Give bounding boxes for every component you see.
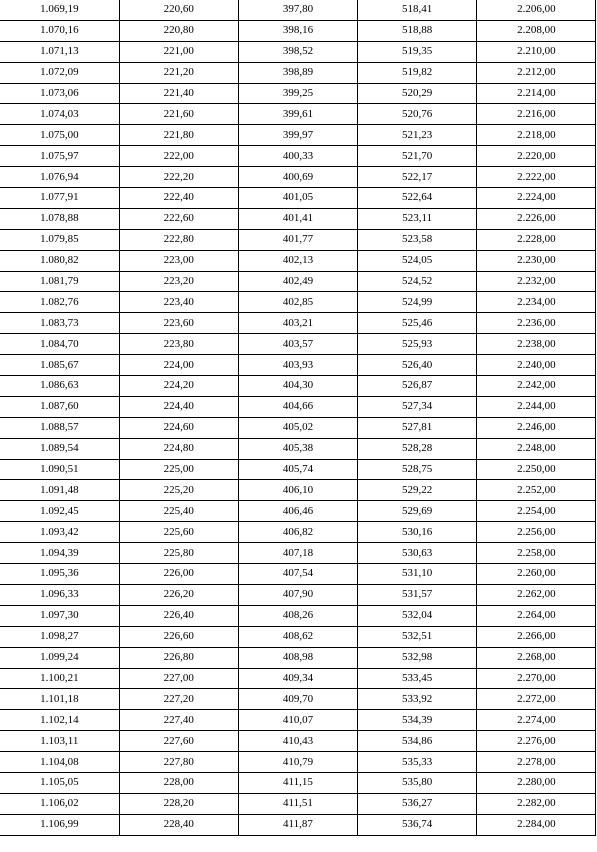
table-cell-col-4: 524,05: [358, 250, 477, 271]
table-cell-col-3: 410,07: [238, 710, 357, 731]
table-cell-col-4: 532,98: [358, 647, 477, 668]
table-row: [0, 605, 596, 626]
table-cell-col-4: 530,16: [358, 522, 477, 543]
table-cell-col-3: 399,97: [238, 125, 357, 146]
table-row: [0, 104, 596, 125]
table-cell-col-2: 221,40: [119, 83, 238, 104]
table-cell-col-2: 226,60: [119, 626, 238, 647]
table-cell-col-4: 521,70: [358, 146, 477, 167]
table-row: [0, 584, 596, 605]
table-cell-col-2: 224,40: [119, 396, 238, 417]
table-cell-col-1: 1.093,42: [0, 522, 119, 543]
table-cell-col-3: 402,85: [238, 292, 357, 313]
table-cell-col-1: 1.095,36: [0, 564, 119, 585]
table-cell-col-4: 525,93: [358, 334, 477, 355]
table-row: [0, 188, 596, 209]
table-cell-col-5: 2.214,00: [477, 83, 596, 104]
table-row: [0, 772, 596, 793]
table-cell-col-4: 534,86: [358, 731, 477, 752]
table-cell-col-5: 2.284,00: [477, 814, 596, 835]
table-cell-col-4: 526,40: [358, 355, 477, 376]
table-cell-col-1: 1.081,79: [0, 271, 119, 292]
table-row: [0, 564, 596, 585]
table-cell-col-2: 226,40: [119, 605, 238, 626]
table-row: [0, 292, 596, 313]
table-cell-col-2: 222,60: [119, 208, 238, 229]
table-cell-col-3: 406,10: [238, 480, 357, 501]
table-cell-col-5: 2.274,00: [477, 710, 596, 731]
table-cell-col-4: 527,34: [358, 396, 477, 417]
table-cell-col-3: 409,70: [238, 689, 357, 710]
table-cell-col-4: 523,58: [358, 229, 477, 250]
table-cell-col-4: 528,75: [358, 459, 477, 480]
table-cell-col-3: 405,74: [238, 459, 357, 480]
table-cell-col-3: 410,43: [238, 731, 357, 752]
table-cell-col-4: 518,41: [358, 0, 477, 20]
table-cell-col-1: 1.073,06: [0, 83, 119, 104]
table-cell-col-2: 225,60: [119, 522, 238, 543]
table-cell-col-4: 518,88: [358, 20, 477, 41]
table-row: [0, 543, 596, 564]
table-cell-col-2: 225,20: [119, 480, 238, 501]
table-cell-col-3: 400,69: [238, 167, 357, 188]
table-row: [0, 501, 596, 522]
table-cell-col-4: 529,69: [358, 501, 477, 522]
table-cell-col-2: 227,00: [119, 668, 238, 689]
table-cell-col-1: 1.076,94: [0, 167, 119, 188]
table-row: [0, 355, 596, 376]
table-cell-col-4: 526,87: [358, 376, 477, 397]
table-cell-col-5: 2.216,00: [477, 104, 596, 125]
table-cell-col-4: 530,63: [358, 543, 477, 564]
table-cell-col-4: 535,80: [358, 772, 477, 793]
table-cell-col-2: 223,20: [119, 271, 238, 292]
table-cell-col-5: 2.268,00: [477, 647, 596, 668]
table-cell-col-2: 226,80: [119, 647, 238, 668]
table-cell-col-3: 401,05: [238, 188, 357, 209]
table-cell-col-2: 225,80: [119, 543, 238, 564]
table-cell-col-1: 1.069,19: [0, 0, 119, 20]
table-cell-col-2: 223,60: [119, 313, 238, 334]
table-cell-col-2: 227,60: [119, 731, 238, 752]
table-cell-col-5: 2.250,00: [477, 459, 596, 480]
table-cell-col-2: 224,60: [119, 417, 238, 438]
table-cell-col-5: 2.270,00: [477, 668, 596, 689]
table-cell-col-2: 223,40: [119, 292, 238, 313]
table-cell-col-3: 411,87: [238, 814, 357, 835]
table-cell-col-2: 228,00: [119, 772, 238, 793]
table-cell-col-5: 2.264,00: [477, 605, 596, 626]
table-cell-col-1: 1.090,51: [0, 459, 119, 480]
table-cell-col-1: 1.089,54: [0, 438, 119, 459]
table-cell-col-4: 533,45: [358, 668, 477, 689]
table-row: [0, 62, 596, 83]
table-row: [0, 459, 596, 480]
table-cell-col-1: 1.096,33: [0, 584, 119, 605]
table-cell-col-2: 221,00: [119, 41, 238, 62]
table-cell-col-3: 402,49: [238, 271, 357, 292]
table-cell-col-4: 524,99: [358, 292, 477, 313]
table-cell-col-4: 522,17: [358, 167, 477, 188]
table-row: [0, 0, 596, 20]
table-cell-col-5: 2.254,00: [477, 501, 596, 522]
table-row: [0, 689, 596, 710]
table-cell-col-1: 1.088,57: [0, 417, 119, 438]
table-cell-col-3: 403,21: [238, 313, 357, 334]
table-cell-col-3: 411,15: [238, 772, 357, 793]
table-cell-col-3: 404,30: [238, 376, 357, 397]
table-cell-col-1: 1.082,76: [0, 292, 119, 313]
table-cell-col-5: 2.252,00: [477, 480, 596, 501]
table-cell-col-2: 222,40: [119, 188, 238, 209]
table-row: [0, 125, 596, 146]
table-row: [0, 83, 596, 104]
table-cell-col-1: 1.092,45: [0, 501, 119, 522]
table-cell-col-1: 1.074,03: [0, 104, 119, 125]
table-cell-col-5: 2.278,00: [477, 752, 596, 773]
table-cell-col-1: 1.080,82: [0, 250, 119, 271]
table-cell-col-3: 409,34: [238, 668, 357, 689]
table-cell-col-1: 1.091,48: [0, 480, 119, 501]
table-cell-col-4: 524,52: [358, 271, 477, 292]
table-cell-col-5: 2.256,00: [477, 522, 596, 543]
table-cell-col-1: 1.097,30: [0, 605, 119, 626]
table-cell-col-1: 1.079,85: [0, 229, 119, 250]
table-cell-col-5: 2.242,00: [477, 376, 596, 397]
table-cell-col-5: 2.280,00: [477, 772, 596, 793]
table-cell-col-2: 227,40: [119, 710, 238, 731]
table-cell-col-5: 2.260,00: [477, 564, 596, 585]
table-row: [0, 814, 596, 835]
table-cell-col-1: 1.087,60: [0, 396, 119, 417]
table-cell-col-1: 1.099,24: [0, 647, 119, 668]
table-cell-col-3: 405,02: [238, 417, 357, 438]
table-cell-col-4: 531,57: [358, 584, 477, 605]
table-row: [0, 376, 596, 397]
table-row: [0, 208, 596, 229]
table-cell-col-1: 1.075,97: [0, 146, 119, 167]
table-row: [0, 396, 596, 417]
table-row: [0, 313, 596, 334]
table-row: [0, 752, 596, 773]
table-cell-col-2: 227,80: [119, 752, 238, 773]
table-cell-col-4: 519,82: [358, 62, 477, 83]
table-cell-col-3: 406,82: [238, 522, 357, 543]
table-cell-col-3: 407,54: [238, 564, 357, 585]
table-cell-col-5: 2.206,00: [477, 0, 596, 20]
table-cell-col-2: 222,20: [119, 167, 238, 188]
table-cell-col-1: 1.098,27: [0, 626, 119, 647]
table-cell-col-5: 2.258,00: [477, 543, 596, 564]
table-cell-col-4: 536,27: [358, 793, 477, 814]
table-row: [0, 334, 596, 355]
table-cell-col-2: 224,00: [119, 355, 238, 376]
table-cell-col-2: 221,60: [119, 104, 238, 125]
table-cell-col-3: 402,13: [238, 250, 357, 271]
table-cell-col-3: 398,89: [238, 62, 357, 83]
table-cell-col-5: 2.240,00: [477, 355, 596, 376]
table-row: [0, 41, 596, 62]
table-cell-col-3: 401,41: [238, 208, 357, 229]
table-cell-col-5: 2.218,00: [477, 125, 596, 146]
table-cell-col-5: 2.220,00: [477, 146, 596, 167]
table-cell-col-1: 1.072,09: [0, 62, 119, 83]
table-row: [0, 250, 596, 271]
table-cell-col-4: 529,22: [358, 480, 477, 501]
table-cell-col-2: 221,80: [119, 125, 238, 146]
table-cell-col-5: 2.236,00: [477, 313, 596, 334]
table-row: [0, 146, 596, 167]
table-cell-col-2: 220,80: [119, 20, 238, 41]
table-row: [0, 271, 596, 292]
table-row: [0, 647, 596, 668]
table-cell-col-1: 1.077,91: [0, 188, 119, 209]
table-cell-col-4: 534,39: [358, 710, 477, 731]
table-cell-col-1: 1.105,05: [0, 772, 119, 793]
table-cell-col-5: 2.210,00: [477, 41, 596, 62]
table-cell-col-1: 1.100,21: [0, 668, 119, 689]
table-cell-col-5: 2.244,00: [477, 396, 596, 417]
table-cell-col-3: 405,38: [238, 438, 357, 459]
table-cell-col-2: 224,20: [119, 376, 238, 397]
table-cell-col-5: 2.208,00: [477, 20, 596, 41]
table-cell-col-2: 222,80: [119, 229, 238, 250]
table-cell-col-5: 2.230,00: [477, 250, 596, 271]
table-cell-col-4: 532,51: [358, 626, 477, 647]
table-cell-col-5: 2.234,00: [477, 292, 596, 313]
table-cell-col-4: 519,35: [358, 41, 477, 62]
table-cell-col-3: 408,26: [238, 605, 357, 626]
table-cell-col-2: 228,20: [119, 793, 238, 814]
table-cell-col-4: 532,04: [358, 605, 477, 626]
table-cell-col-5: 2.238,00: [477, 334, 596, 355]
table-cell-col-5: 2.232,00: [477, 271, 596, 292]
table-cell-col-2: 223,80: [119, 334, 238, 355]
table-cell-col-3: 400,33: [238, 146, 357, 167]
table-cell-col-4: 536,74: [358, 814, 477, 835]
table-cell-col-1: 1.094,39: [0, 543, 119, 564]
table-cell-col-4: 525,46: [358, 313, 477, 334]
table-cell-col-4: 528,28: [358, 438, 477, 459]
table-row: [0, 626, 596, 647]
table-cell-col-5: 2.266,00: [477, 626, 596, 647]
table-cell-col-2: 226,20: [119, 584, 238, 605]
table-cell-col-2: 227,20: [119, 689, 238, 710]
table-cell-col-4: 533,92: [358, 689, 477, 710]
table-cell-col-4: 535,33: [358, 752, 477, 773]
table-cell-col-4: 520,76: [358, 104, 477, 125]
table-cell-col-5: 2.276,00: [477, 731, 596, 752]
table-cell-col-3: 401,77: [238, 229, 357, 250]
table-cell-col-3: 404,66: [238, 396, 357, 417]
table-cell-col-1: 1.085,67: [0, 355, 119, 376]
table-cell-col-3: 403,93: [238, 355, 357, 376]
table-cell-col-4: 527,81: [358, 417, 477, 438]
table-row: [0, 793, 596, 814]
table-cell-col-4: 531,10: [358, 564, 477, 585]
table-cell-col-1: 1.075,00: [0, 125, 119, 146]
table-cell-col-3: 407,18: [238, 543, 357, 564]
table-cell-col-1: 1.101,18: [0, 689, 119, 710]
table-cell-col-3: 408,98: [238, 647, 357, 668]
table-cell-col-1: 1.102,14: [0, 710, 119, 731]
table-cell-col-3: 397,80: [238, 0, 357, 20]
table-cell-col-3: 411,51: [238, 793, 357, 814]
table-row: [0, 522, 596, 543]
table-row: [0, 438, 596, 459]
table-cell-col-3: 406,46: [238, 501, 357, 522]
table-row: [0, 20, 596, 41]
table-cell-col-5: 2.262,00: [477, 584, 596, 605]
table-cell-col-1: 1.104,08: [0, 752, 119, 773]
table-cell-col-1: 1.083,73: [0, 313, 119, 334]
table-cell-col-3: 398,16: [238, 20, 357, 41]
table-row: [0, 167, 596, 188]
table-cell-col-1: 1.084,70: [0, 334, 119, 355]
table-cell-col-4: 523,11: [358, 208, 477, 229]
table-cell-col-1: 1.086,63: [0, 376, 119, 397]
table-row: [0, 480, 596, 501]
table-cell-col-3: 403,57: [238, 334, 357, 355]
table-row: [0, 229, 596, 250]
table-cell-col-2: 226,00: [119, 564, 238, 585]
table-cell-col-2: 221,20: [119, 62, 238, 83]
table-cell-col-4: 522,64: [358, 188, 477, 209]
table-cell-col-1: 1.070,16: [0, 20, 119, 41]
table-cell-col-5: 2.224,00: [477, 188, 596, 209]
table-cell-col-3: 408,62: [238, 626, 357, 647]
table-cell-col-5: 2.246,00: [477, 417, 596, 438]
table-cell-col-2: 220,60: [119, 0, 238, 20]
table-cell-col-2: 225,00: [119, 459, 238, 480]
table-cell-col-4: 521,23: [358, 125, 477, 146]
table-cell-col-3: 410,79: [238, 752, 357, 773]
table-cell-col-1: 1.106,99: [0, 814, 119, 835]
table-cell-col-5: 2.272,00: [477, 689, 596, 710]
table-row: [0, 731, 596, 752]
table-cell-col-2: 225,40: [119, 501, 238, 522]
table-cell-col-2: 223,00: [119, 250, 238, 271]
table-cell-col-3: 398,52: [238, 41, 357, 62]
table-row: [0, 710, 596, 731]
table-cell-col-3: 407,90: [238, 584, 357, 605]
table-cell-col-3: 399,61: [238, 104, 357, 125]
table-cell-col-5: 2.248,00: [477, 438, 596, 459]
table-cell-col-4: 520,29: [358, 83, 477, 104]
table-cell-col-2: 222,00: [119, 146, 238, 167]
table-cell-col-2: 228,40: [119, 814, 238, 835]
table-cell-col-1: 1.103,11: [0, 731, 119, 752]
table-cell-col-3: 399,25: [238, 83, 357, 104]
table-cell-col-5: 2.282,00: [477, 793, 596, 814]
table-cell-col-5: 2.222,00: [477, 167, 596, 188]
table-cell-col-5: 2.228,00: [477, 229, 596, 250]
table-cell-col-5: 2.212,00: [477, 62, 596, 83]
table-cell-col-2: 224,80: [119, 438, 238, 459]
table-row: [0, 668, 596, 689]
table-cell-col-1: 1.078,88: [0, 208, 119, 229]
table-row: [0, 417, 596, 438]
table-cell-col-1: 1.071,13: [0, 41, 119, 62]
table-cell-col-1: 1.106,02: [0, 793, 119, 814]
table-cell-col-5: 2.226,00: [477, 208, 596, 229]
